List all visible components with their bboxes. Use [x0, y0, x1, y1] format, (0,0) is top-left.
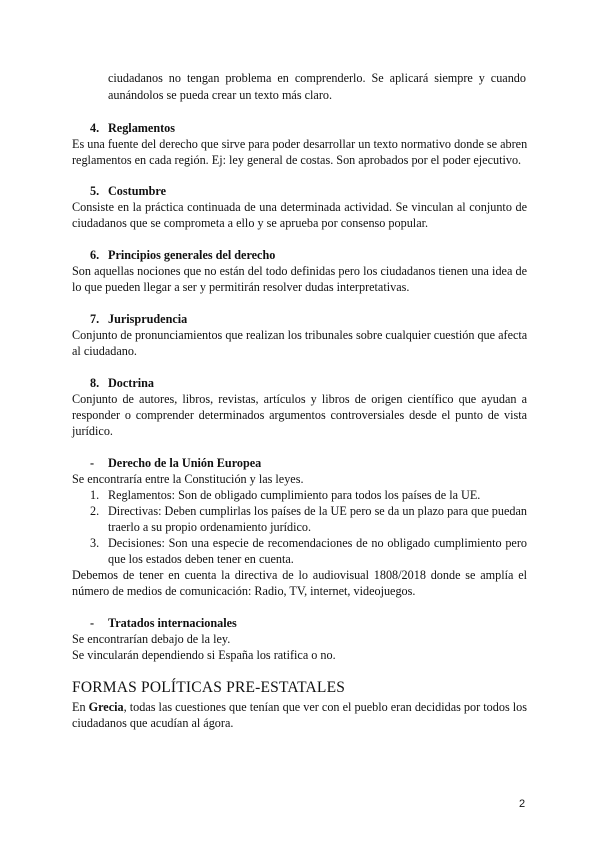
ue-title: Derecho de la Unión Europea [108, 456, 262, 470]
formas-p1-post: , todas las cuestiones que tenían que ver con el pueblo eran decididas por todos los [123, 700, 527, 714]
section-5-line-1: Consiste en la práctica continuada de una determinada actividad. Se vinculan al conjunto de [72, 200, 527, 214]
ue-after-line-1: Debemos de tener en cuenta la directiva de lo audiovisual 1808/2018 donde se amplía el [72, 568, 527, 582]
section-8-line-1: Conjunto de autores, libros, revistas, artículos y libros de origen científico que ayudan a [72, 392, 527, 406]
ue-item-3-line-1: Decisiones: Son una especie de recomendaciones de no obligado cumplimiento pero [108, 536, 527, 550]
ue-item-1-number: 1. [90, 488, 100, 502]
tratados-line-1: Se encontrarían debajo de la ley. [72, 632, 231, 646]
section-6-line-1: Son aquellas nociones que no están del todo definidas pero los ciudadanos tienen una idea de [72, 264, 527, 278]
ue-item-2-number: 2. [90, 504, 100, 518]
formas-paragraph-line-1 [72, 699, 527, 715]
section-7-line-1: Conjunto de pronunciamientos que realizan los tribunales sobre cualquier cuestión que afecta [72, 328, 528, 342]
ue-item-2-line-2: traerlo a su propio ordenamiento jurídico. [108, 520, 312, 534]
page-number: 2 [519, 798, 526, 810]
tratados-bullet: - [90, 616, 95, 630]
formas-title: FORMAS POLÍTICAS PRE-ESTATALES [72, 679, 346, 696]
section-4-number: 4. [90, 121, 100, 135]
intro-line-1: ciudadanos no tengan problema en comprenderlo. Se aplicará siempre y cuando [108, 71, 526, 85]
section-7-line-2: al ciudadano. [72, 344, 137, 358]
ue-item-2-line-1: Directivas: Deben cumplirlas los países de la UE pero se da un plazo para que puedan [108, 504, 527, 518]
formas-paragraph-line-2: ciudadanos que acudían al ágora. [72, 716, 234, 730]
section-7-number: 7. [90, 312, 100, 326]
ue-item-3-number: 3. [90, 536, 100, 550]
section-5-line-2: ciudadanos que se comprometa a ello y se aprueba por consenso popular. [72, 216, 429, 230]
ue-item-3-line-2: que los estados deben tener en cuenta. [108, 552, 294, 566]
tratados-title: Tratados internacionales [108, 616, 237, 630]
ue-item-1-line-1: Reglamentos: Son de obligado cumplimiento para todos los países de la UE. [108, 488, 481, 502]
section-8-line-3: jurídico. [72, 424, 113, 438]
intro-line-2: aunándolos se pueda crear un texto más claro. [108, 88, 333, 102]
formas-p1-pre: En [72, 700, 89, 714]
section-5-number: 5. [90, 184, 100, 198]
ue-intro: Se encontraría entre la Constitución y las leyes. [72, 472, 304, 486]
section-8-title: Doctrina [108, 376, 155, 390]
tratados-line-2: Se vincularán dependiendo si España los ratifica o no. [72, 648, 336, 662]
section-7-title: Jurisprudencia [108, 312, 188, 326]
section-4-title: Reglamentos [108, 121, 176, 135]
section-8-line-2: responder o comprender determinados argumentos controversiales desde el punto de vista [72, 408, 527, 422]
section-4-line-1: Es una fuente del derecho que sirve para poder desarrollar un texto normativo donde se abren [72, 137, 528, 151]
section-6-title: Principios generales del derecho [108, 248, 276, 262]
section-6-line-2: lo que pueden llegar a ser y permitirán resolver dudas interpretativas. [72, 280, 410, 294]
ue-after-line-2: número de medios de comunicación: Radio, TV, internet, videojuegos. [72, 584, 416, 598]
section-8-number: 8. [90, 376, 100, 390]
formas-p1-bold: Grecia [88, 700, 124, 714]
section-4-line-2: reglamentos en cada región. Ej: ley general de costas. Son aprobados por el poder ejecutivo. [72, 153, 522, 167]
ue-bullet: - [90, 456, 95, 470]
section-5-title: Costumbre [108, 184, 167, 198]
section-6-number: 6. [90, 248, 100, 262]
